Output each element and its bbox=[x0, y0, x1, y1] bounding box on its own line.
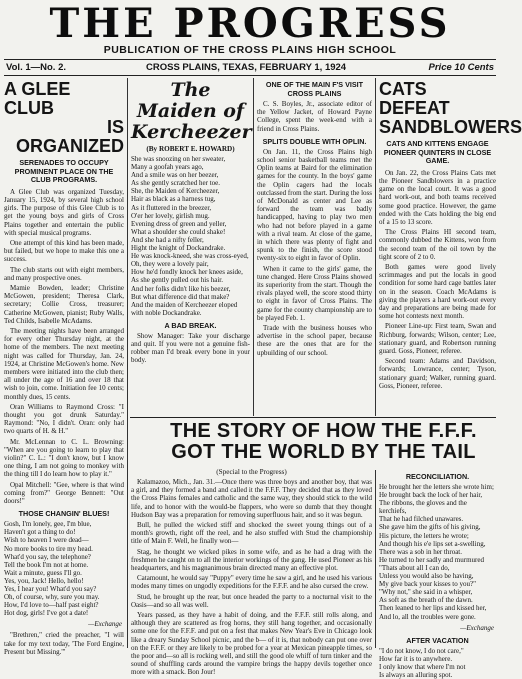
kercheezer-title-1: The Maiden of bbox=[136, 79, 245, 122]
fff-paragraph: Catamount, he would say "Puppy" every time he saw a girl, and he used his various modes many times on ungodly expeditions for the F.F.F. and he also cursed the crew. bbox=[131, 574, 372, 591]
glee-club-paragraph: A Glee Club was organized Tuesday, January 15, 1924, by several high school girls. The purpose of this Glee Club is to get the young boys and girls of Cross Plains together and entertain the public with special musical programs. bbox=[4, 187, 124, 237]
main-fs-title: ONE OF THE MAIN F'S VISIT CROSS PLAINS bbox=[265, 80, 364, 98]
glee-club-paragraph: The club starts out with eight members, and many prospective ones. bbox=[4, 265, 124, 282]
fff-paragraph: Years passed, as they have a habit of doing, and the F.F.F. still rolls along, and although they are scattered as frog horns, they still hang together, and occasionally some one for the F.F.F. and put on a fest that makes New Year's Eve in Chicago look like a dreary Sunday School picnic, and the b— of it is, that nobody can put one over on the F.F.F. or they are likely to be probed for a year at Mexican pineapple times, so the poor and—so all is rocking well, and still the good ole whiff of turn tinker and the sound of shuffling cards around the vampire brings the happy devils together once more with a smack. Bon Jour! bbox=[131, 611, 372, 677]
price: Price 10 Cents bbox=[428, 62, 494, 73]
fff-paragraph: Stag, he thought we wicked pikes in some wife, and as he had a drag with the freshmen he caught on to all the interior workings of the gang. He used Pioneer as his headquarters, and his magnanimous brain directed many an effective plot. bbox=[131, 547, 372, 573]
cats-paragraph: Both games were good lively scrimmages and put the locals in good condition for some hard cage battles later on in the season. Coach McAdams is giving the players a hard work-out every day and preparations are being made for some hot contests next month. bbox=[379, 263, 496, 321]
masthead-subtitle: PUBLICATION OF THE CROSS PLAINS HIGH SCHOOL bbox=[103, 44, 397, 56]
kercheezer-title-2: Kercheezer bbox=[131, 121, 252, 143]
volume-number: Vol. 1—No. 2. bbox=[6, 62, 67, 73]
splits-paragraph: On Jan. 11, the Cross Plains high school senior basketball teams met the Oplin teams at Baird for the elimination games for the county. In the boys' game the Oplin cagers had the locals outclassed from the start. During the loss of McDonald as center and Lee as forward the team was badly handicapped, having to play two men who had not before played in a game with a rival team. At close of the game, in which there was plenty of fight and spunk to the finish, the score stood twenty-six to eight in favor of Oplin. bbox=[257, 147, 372, 263]
joke: Oran Williams to Raymond Cross: "I thought you got drunk Saturday." Raymond: "No, I didn't. Oran: only had two quarts of H. & H." bbox=[4, 402, 124, 436]
advertise-note: Trade with the business houses who advertise in the school paper, because these are the ones that are for the upbuilding of our school. bbox=[257, 324, 372, 357]
column-4-lower bbox=[379, 472, 496, 679]
cats-paragraph: On Jan. 22, the Cross Plains Cats met the Pioneer Sandblowers in a practice game on the local court. It was a good hard work-out, and both teams received some good practice. However, the game ended with the Cats holding the big end of a 15 to 13 score. bbox=[379, 168, 496, 226]
kercheezer-byline: (By ROBERT E. HOWARD) bbox=[146, 145, 235, 153]
joke: Mr. McLennan to C. L. Browning: "When are you going to learn to play that violin?" C. L.: "I don't know, but I know one thing, I am not going to monkey with the thing till I do learn how to play it." bbox=[4, 437, 124, 479]
changin-blues-title: THOSE CHANGIN' BLUES! bbox=[18, 509, 110, 519]
column-rule-3 bbox=[375, 78, 376, 416]
fff-story bbox=[131, 466, 372, 677]
cats-headline-2: SANDBLOWERS bbox=[379, 117, 522, 137]
brethren-joke: "Brethren," cried the preacher, "I will take for my text today, 'The Ford Engine, Present but Missing.'" bbox=[4, 631, 124, 656]
column-rule-4 bbox=[375, 470, 376, 648]
after-vacation-poem: "I do not know, I do not care," How far it is to anywhere. I only know that where I'm not Is always an alluring spot. bbox=[379, 646, 466, 679]
fff-special: (Special to the Progress) bbox=[216, 468, 287, 476]
masthead-rule-bottom bbox=[4, 75, 496, 76]
cats-paragraph: Second team: Adams and Davidson, forwards; Lowrance, center; Tyson, stationary guard; Walker, running guard. Goss, Pioneer, referee. bbox=[379, 357, 496, 390]
masthead-rule-top bbox=[4, 59, 496, 60]
changin-blues-source: —Exchange bbox=[88, 620, 122, 629]
reconciliation-source: —Exchange bbox=[460, 623, 494, 632]
glee-club-headline-2: IS ORGANIZED bbox=[16, 117, 124, 156]
fff-paragraph: Bull, he pulled the wicked stiff and shocked the sweet young things out of a month's growth, right off the reel, and he also stuffed with Stud the championship title of Main F. Well, he finally won— bbox=[131, 521, 372, 546]
reconciliation-poem: He brought her the letters she wrote him; He brought back the lock of her hair, The ribbons, the gloves and the kerchiefs, That he had filched unawares. She gave him the gifts of his giving, His picture, the letters he wrote; And though his e'e lips set a-swelling, There was a sob in her throat. He turned to her sadly and murmured "Thats about all I can do, Unless you would also be having, My give back your kisses to you?" "Why not," she said in a whisper, As soft as the breath of the dawn. Then leaned to her lips and kissed her, And lo, all the troubles were gone. bbox=[379, 483, 494, 621]
joke: Opal Mitchell: "Gee, where is that wind coming from?" George Bennett: "Out doors!" bbox=[4, 480, 124, 506]
reconciliation-title: RECONCILIATION. bbox=[405, 472, 470, 481]
fff-rule bbox=[130, 417, 496, 418]
column-rule-2 bbox=[253, 78, 254, 416]
bad-break-title: A BAD BREAK. bbox=[164, 320, 217, 330]
fff-headline: THE STORY OF HOW THE F.F.F. GOT THE WORLD BY THE TAIL bbox=[170, 420, 477, 463]
place-date: CROSS PLAINS, TEXAS, FEBRUARY 1, 1924 bbox=[146, 62, 347, 73]
cats-paragraph: Pioneer Line-up: First team, Swan and Richburg, forwards; Wilson, center; Lee, stationary guard, and Robertson running guard. Goss, Pioneer, referee. bbox=[379, 322, 496, 356]
bad-break-text: Show Manager: Take your discharge and quit. If you were not a genuine fish-robber man I'd break every bone in your body. bbox=[131, 331, 250, 365]
glee-club-headline-1: A GLEE CLUB bbox=[4, 79, 71, 118]
cats-subhead: CATS AND KITTENS ENGAGE PIONEER QUINTERS IN CLOSE GAME. bbox=[383, 139, 492, 166]
changin-blues-poem: Gosh, I'm lonely, gee, I'm blue, Haven't got a thing to do! Wish to heaven I were dead— No more books to tire my head. What'd you say, the telephone? Tell the book I'm not at home. Wait a minute, guess I'll go. Yes, you, Jack! Hello, hello! Yes, I hear you! What'd you say? Oh, of course, why, sure you may. How, I'd love to—half past eight? Hot dog, girls! I've got a date! bbox=[4, 520, 100, 618]
column-3 bbox=[257, 80, 372, 414]
column-4 bbox=[379, 79, 522, 414]
cats-paragraph: The Cross Plains HI second team, commonly dubbed the Kittens, won from the second team of the oil town by the tight score of 2 to 0. bbox=[379, 228, 496, 261]
glee-club-paragraph: The meeting nights have been arranged for every other Thursday night, at the home of the members. The next meeting night was called for Thursday, Jan. 24, 1924, at Christine McGowen's home. New members were initiated into the club then; all under the age of 16 and over 18 that wish to join, come. Initiation fee 10 cents; monthly dues, 15 cents. bbox=[4, 327, 124, 401]
column-2 bbox=[131, 80, 250, 414]
column-rule-1 bbox=[127, 78, 128, 648]
splits-paragraph: When it came to the girls' game, the tune changed. Here Cross Plains showed its superiority from the start. Though the rivals played well, the score stood thirty to eight in favor of Cross Plains. The game for the county championship are to be played Feb. 1. bbox=[257, 264, 372, 322]
fff-paragraph: Kalamazoo, Mich., Jan. 31.—Once there was three boys and another boy, that was a girl, and they formed a band and called it the F.F.F. They decided that as they loved the Cross Plains females and catholic and the same way, they should stick to the wild life, and to honor with the would-be flappers, who were so dumb that they thought Hudson Bay was a preparation for removing superfluous hair, and so it was begun. bbox=[131, 478, 372, 519]
glee-club-paragraph: One attempt of this kind has been made, but failed, but we hope to make this one a success. bbox=[4, 239, 124, 264]
glee-club-subhead: SERENADES TO OCCUPY PROMINENT PLACE ON THE CLUB PROGRAMS. bbox=[14, 158, 114, 185]
dateline bbox=[6, 62, 494, 74]
main-fs-paragraph: C. S. Boyles, Jr., associate editor of the Yellow Jacket, of Howard Payne College, spent the week-end with a friend in Cross Plains. bbox=[257, 100, 372, 133]
cats-headline-1: CATS DEFEAT bbox=[379, 79, 450, 118]
kercheezer-poem: She was snoozing on her sweater, Many a goofah years ago, And a smile was on her beezer, As she gently scratched her toe. She, the Maiden of Kercheezer, Hair as black as a harness tug, As it fluttered in the breezer, O'er her lovely, girlish mug. Evening dress of green and yeller, What a shoulder she could shake! And she had a nifty feller, Hight the knight of Dockandrake. He was knock-kneed, she was cross-eyed, Oh, they were a lovely pair, How he'd fondly knock her knees aside, As she gently pulled out his hair. And her folks didn't like his beezer, But what difference did that make? And the maiden of Kercheezer eloped with noble Dockandrake. bbox=[131, 155, 249, 317]
glee-club-paragraph: Mamie Bowden, leader; Christine McGowen, president; Theresa Clark, secretary; Collie Cross, treasurer; Catherine McGowen, pianist; Ruby Walls, Ted Childs, Isabelle McAdams. bbox=[4, 284, 124, 325]
fff-paragraph: Stud, he brought up the rear, but once headed the party to a nocturnal visit to the Oasis—and so all was well. bbox=[131, 592, 372, 609]
after-vacation-title: AFTER VACATION bbox=[406, 635, 469, 645]
masthead-title: THE PROGRESS bbox=[49, 0, 451, 47]
splits-title: SPLITS DOUBLE WITH OPLIN. bbox=[262, 136, 367, 146]
column-1 bbox=[4, 79, 124, 656]
